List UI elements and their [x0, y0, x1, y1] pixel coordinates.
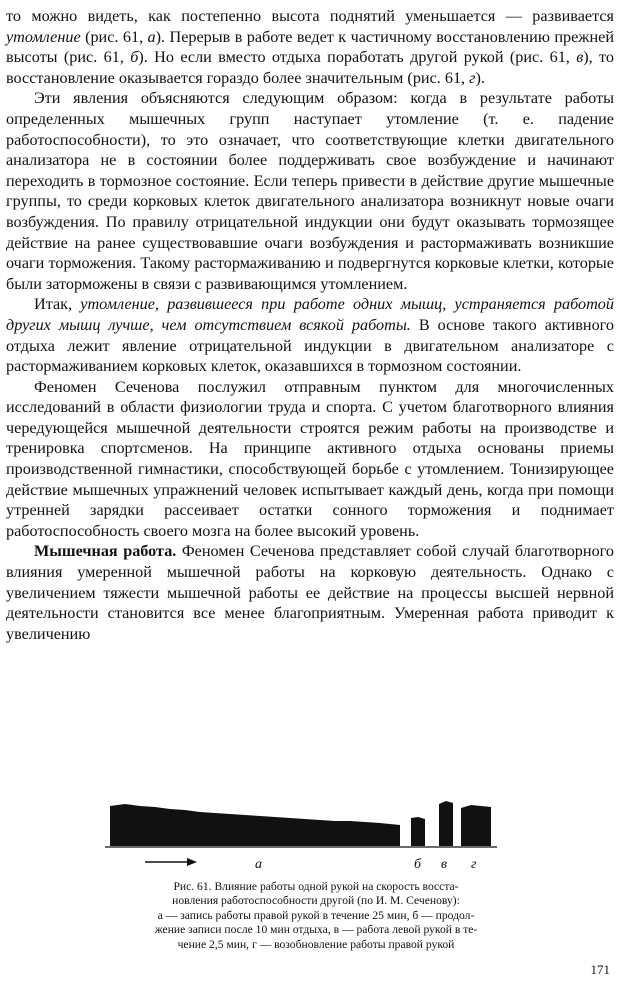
figure-label-a: а — [255, 857, 262, 870]
caption-line: а — запись работы правой рукой в течение 25 мин, б — продол- — [157, 908, 475, 922]
figure-label-v: в — [441, 857, 448, 870]
body-text — [6, 6, 614, 644]
ergogram-segment-g — [461, 805, 491, 846]
text-run: ). Перерыв в работе ведет к частичному восстановлению прежней высоты (рис. 61, — [6, 27, 614, 67]
text-run: ). — [475, 68, 485, 87]
figure-ref-letter: г — [469, 68, 476, 87]
text-run: Феномен Сеченова представляет собой случай благотворного влияния умеренной мышечной работы на корковую деятельность. Однако с увеличением тяжести мышечной работы ее действие на процессы высшей нервной деятельности становится все менее благоприятным. Умеренная работа приводит к увеличению — [6, 542, 614, 643]
ergogram-segment-a — [110, 804, 400, 846]
paragraph-4: Феномен Сеченова послужил отправным пунктом для многочисленных исследований в области физиологии труда и спорта. С учетом благотворного влияния чередующейся мышечной деятельности строятся режим работы на производстве и тренировка спортсменов. На принципе активного отдыха основаны приемы производственной гимнастики, способствующей борьбе с утомлением. Тонизирующее действие мышечных упражнений человек испытывает каждый день, когда при помощи утренней зарядки рассеивает остатки сонного торможения и поднимает работоспособность своего мозга на более высокий уровень. — [6, 377, 614, 540]
paragraph-5 — [6, 541, 614, 644]
text-run: В основе такого активного отдыха лежит явление отрицательной индукции в двигательном анализаторе с растормаживанием корковых клеток, оказавшихся в тормозном состоянии. — [6, 315, 614, 376]
italic-term: утомление — [6, 27, 81, 46]
caption-line: чение 2,5 мин, г — возобновление работы правой рукой — [177, 937, 455, 951]
figure-label-b: б — [414, 857, 422, 870]
paragraph-2: Эти явления объясняются следующим образом: когда в результате работы определенных мышечных групп наступает утомление (т. е. падение работоспособности), то это означает, что соответствующие клетки двигательного анализатора не в состоянии более поддерживать свое возбуждение и начинают переходить в тормозное состояние. Если теперь привести в действие другие мышечные группы, то среди корковых клеток двигательного анализатора возникнут новые очаги возбуждения. По правилу отрицательной индукции они будут оказывать тормозящее действие на ранее существовавшие очаги возбуждения и растормаживать возникшие очаги торможения. Такому растормаживанию и подвергнутся корковые клетки, которые были заторможены в связи с развивающимся утомлением. — [6, 89, 614, 293]
text-run: ), то восстановление оказывается гораздо более значительным (рис. 61, — [6, 48, 614, 87]
text-run: (рис. 61, — [80, 27, 148, 46]
figure-ref-letter: в — [576, 48, 584, 67]
figure-ref-letter: б — [130, 48, 139, 67]
caption-line: жение записи после 10 мин отдыха, в — работа левой рукой в те- — [154, 923, 478, 937]
ergogram-segment-v — [439, 801, 453, 846]
text-run: ). Но если вместо отдыха поработать другой рукой (рис. 61, — [138, 48, 577, 67]
section-run-in-heading: Мышечная работа. — [34, 542, 177, 561]
figure-ref-letter: а — [147, 27, 156, 46]
caption-line: Рис. 61. Влияние работы одной рукой на скорость восста- — [173, 880, 459, 893]
text-run: Итак, — [34, 295, 81, 314]
text-run: то можно видеть, как постепенно высота поднятий уменьшается — развивается — [6, 7, 614, 25]
arrow-right-icon — [187, 858, 197, 866]
caption-line: новления работоспособности другой (по И. М. Сеченову): — [172, 894, 460, 908]
figure-label-g: г — [471, 857, 477, 870]
paragraph-3 — [6, 294, 614, 376]
ergogram-segment-b — [411, 817, 425, 846]
italic-conclusion: утомление, развившееся при работе одних мышц, устраняется работой других мышц лучше, чем отсутствием всякой работы. — [6, 295, 614, 334]
ergogram-figure — [105, 798, 535, 870]
ergogram-graphic — [105, 798, 535, 870]
page-number: 171 — [590, 962, 610, 977]
paragraph-1 — [6, 6, 614, 88]
figure-caption — [96, 880, 536, 952]
